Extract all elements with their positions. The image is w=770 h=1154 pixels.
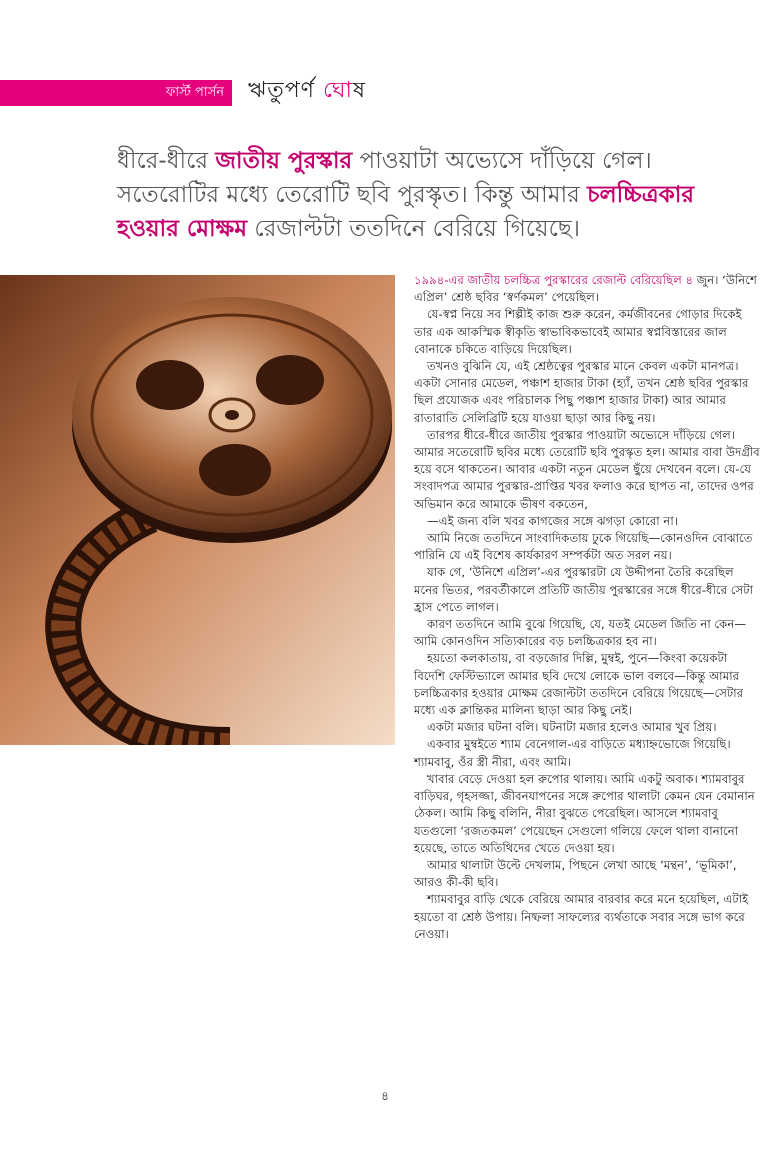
film-reel-icon — [0, 275, 395, 745]
article-paragraph: একটা মজার ঘটনা বলি। ঘটনাটা মজার হলেও আমার খুব প্রিয়। — [427, 720, 717, 735]
pull-quote-highlight-2: চলচ্চিত্রকার হওয়ার মোক্ষম — [117, 182, 695, 242]
article-paragraph: শ্যামবাবুর বাড়ি থেকে বেরিয়ে আমার বারবার করে মনে হয়েছিল, এটাই হয়তো বা শ্রেষ্ঠ উপায়। নিষ্ফলা সাফল্যের ব্যর্থতাকে সবার সঙ্গে ভাগ করে নেওয়া। — [414, 892, 749, 941]
article-paragraph: আমি নিজে ততদিনে সাংবাদিকতায় ঢুকে গিয়েছি—কোনওদিন বোঝাতে পারিনি যে এই বিশেষ কার্যকারণ সম্পর্কটা অত সরল নয়। — [414, 531, 753, 563]
pull-quote-text-1: ধীরে-ধীরে — [117, 148, 216, 174]
author-name — [248, 76, 366, 106]
page-number: ৪ — [381, 1089, 389, 1103]
article-paragraph: তারপর ধীরে-ধীরে জাতীয় পুরস্কার পাওয়াটা অভ্যেসে দাঁড়িয়ে গেল। আমার সতেরোটি ছবির মধ্যে তেরোটি ছবি পুরস্কৃত হল। আমার বাবা উদগ্রীব হয়ে বসে থাকতেন। আবার একটা নতুন মেডেল ছুঁয়ে দেখবেন বলে। যে-যে সংবাদপত্র আমার পুরস্কার-প্রাপ্তির খবর ফলাও করে ছাপত না, তাদের ওপর অভিমান করে আমাকে ভীষণ বকতেন, — [414, 427, 760, 511]
article-body — [414, 272, 760, 943]
pull-quote-text-3: রেজাল্টটা ততদিনে বেরিয়ে গিয়েছে। — [247, 216, 580, 242]
article-lead: ১৯৯৪-এর জাতীয় চলচ্চিত্র পুরস্কারের রেজাল্ট বেরিয়েছিল ৪ — [414, 273, 694, 287]
article-paragraph: যে-স্বপ্ন নিয়ে সব শিল্পীই কাজ শুরু করেন, কর্মজীবনের গোড়ার দিকেই তার এক আকস্মিক স্বীকৃতি স্বাভাবিকভাবেই আমার স্বপ্নবিস্তারের জাল বোনাকে চকিতে বাড়িয়ে দিয়েছিল। — [414, 307, 742, 356]
article-paragraph: —এই জন্য বলি খবর কাগজের সঙ্গে ঝগড়া কোরো না। — [427, 513, 678, 528]
article-paragraph: আমার থালাটা উল্টে দেখলাম, পিছনে লেখা আছে ‘মন্থন’, ‘ভূমিকা’, আরও কী-কী ছবি। — [414, 857, 737, 890]
section-header-bar — [0, 80, 232, 106]
article-paragraph: কারণ ততদিনে আমি বুঝে গিয়েছি, যে, যতই মেডেল জিতি না কেন—আমি কোনওদিন সত্যিকারের বড় চলচ্চিত্রকার হব না। — [414, 617, 747, 649]
article-paragraph: যাক গে, ‘উনিশে এপ্রিল’-এর পুরস্কারটা যে উদ্দীপনা তৈরি করেছিল মনের ভিতর, পরবর্তীকালে প্রতিটি জাতীয় পুরস্কারের সঙ্গে ধীরে-ধীরে সেটা হ্রাস পেতে লাগল। — [414, 565, 753, 614]
pull-quote-highlight-1: জাতীয় পুরস্কার — [215, 148, 353, 174]
pull-quote-text-2: পাওয়াটা অভ্যেসে দাঁড়িয়ে গেল। সতেরোটির মধ্যে তেরোটি ছবি পুরস্কৃত। কিন্তু আমার — [117, 148, 652, 208]
article-lead-paragraph — [414, 272, 760, 306]
article-paragraph: হয়তো কলকাতায়, বা বড়জোর দিল্লি, মুম্বই, পুনে—কিংবা কয়েকটা বিদেশি ফেস্টিভ্যালে আমার ছবি দেখে লোকে ভাল বলবে—কিন্তু আমার চলচ্চিত্রকার হওয়ার মোক্ষম রেজাল্টটা ততদিনে বেরিয়ে গিয়েছে—সেটার মধ্যে এক ক্লান্তিকর মালিন্য ছাড়া আর কিছু নেই। — [414, 651, 744, 718]
article-paragraph: তখনও বুঝিনি যে, এই শ্রেষ্ঠত্বের পুরস্কার মানে কেবল একটা মানপত্র। একটা সোনার মেডেল, পঞ্চাশ হাজার টাকা (হ্যাঁ, তখন শ্রেষ্ঠ ছবির পুরস্কার ছিল প্রযোজক এবং পরিচালক পিছু পঞ্চাশ হাজার টাকা) আর আমার রাতারাতি সেলিব্রিটি হয়ে যাওয়া ছাড়া আর কিছু নয়। — [414, 359, 749, 425]
section-label: ফার্স্ট পার্সন — [165, 85, 224, 100]
author-name-part1: ঋতুপর্ণ — [248, 78, 323, 103]
article-lead-rest: জুন। ‘উনিশে এপ্রিল’ শ্রেষ্ঠ ছবির ‘স্বর্ণকমল’ পেয়েছিল। — [414, 273, 757, 305]
pull-quote — [117, 144, 747, 246]
author-name-part3: ষ — [352, 78, 366, 103]
article-paragraph: খাবার বেড়ে দেওয়া হল রুপোর থালায়। আমি একটু অবাক। শ্যামবাবুর বাড়িঘর, গৃহসজ্জা, জীবনযাপনের সঙ্গে রুপোর থালাটা কেমন যেন বেমানান ঠেকল। আমি কিছু বলিনি, নীরা বুঝতে পেরেছিল। আসলে শ্যামবাবু যতগুলো ‘রজতকমল’ পেয়েছেন সেগুলো গলিয়ে ফেলে থালা বানানো হয়েছে, তাতে অতিথিদের খেতে দেওয়া হয়। — [414, 771, 755, 855]
author-name-part2: ঘো — [322, 78, 353, 103]
article-paragraph: একবার মুম্বইতে শ্যাম বেনেগাল-এর বাড়িতে মধ্যাহ্নভোজে গিয়েছি। শ্যামবাবু, ওঁর স্ত্রী নীরা, এবং আমি। — [414, 737, 731, 769]
